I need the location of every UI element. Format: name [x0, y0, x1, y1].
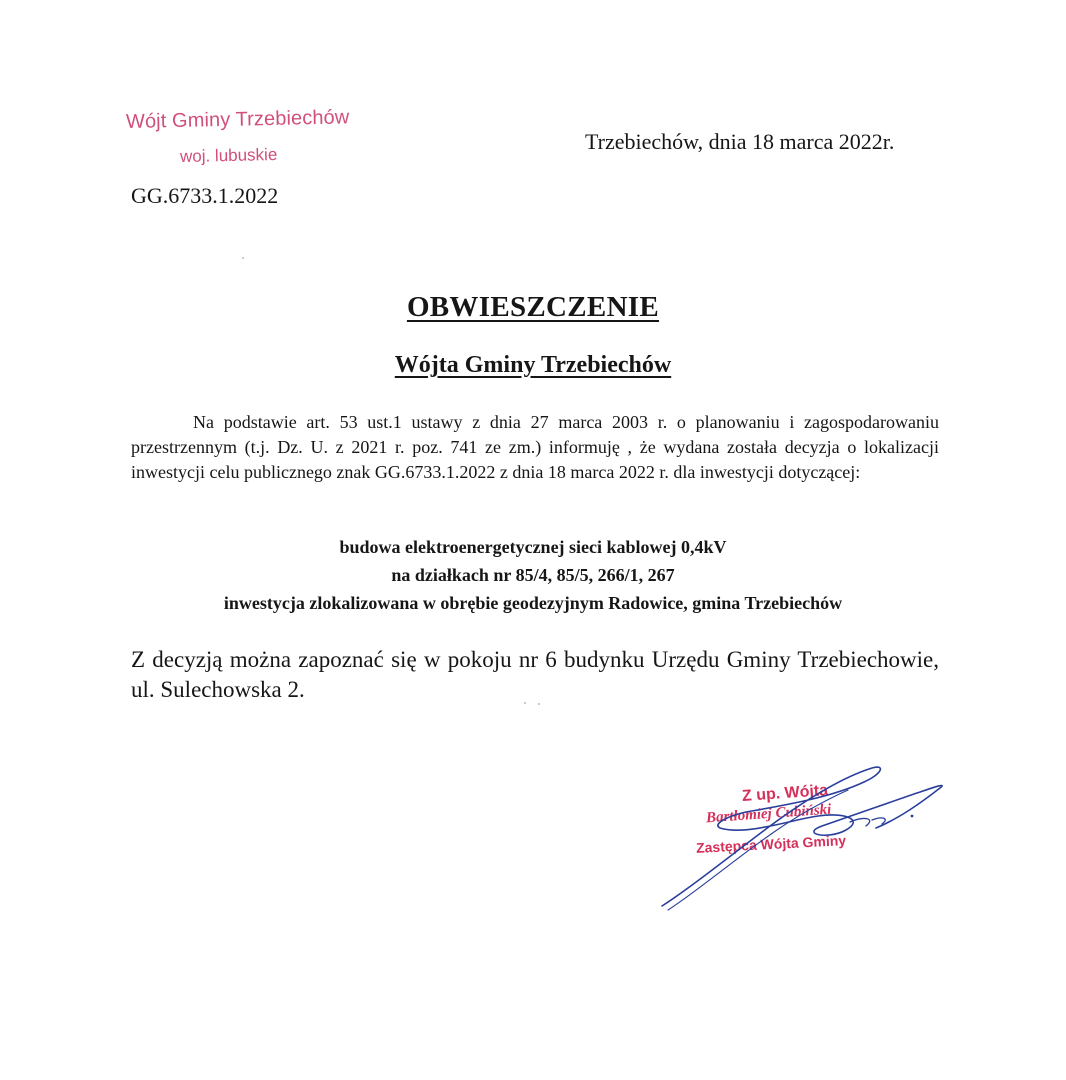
signature-block	[650, 760, 960, 920]
investment-line-2: na działkach nr 85/4, 85/5, 266/1, 267	[391, 565, 675, 585]
signature-stamp-role: Zastępca Wójta Gminy	[695, 832, 847, 856]
investment-line-1: budowa elektroenergetycznej sieci kablowej 0,4kV	[339, 537, 727, 557]
closing-paragraph: Z decyzją można zapoznać się w pokoju nr 6 budynku Urzędu Gminy Trzebiechowie, ul. Sulechowska 2.	[131, 647, 939, 702]
document-title: OBWIESZCZENIE	[406, 291, 660, 323]
scan-speck	[242, 257, 244, 259]
investment-description	[0, 533, 1066, 617]
scan-speck	[524, 702, 526, 704]
signature-stamp-authorization: Z up. Wójta	[741, 782, 829, 805]
signature-stamp-name: Bartłomiej Cubiński	[705, 801, 832, 827]
place-and-date: Trzebiechów, dnia 18 marca 2022r.	[585, 129, 895, 154]
investment-line-3: inwestycja zlokalizowana w obrębie geodezyjnym Radowice, gmina Trzebiechów	[223, 593, 843, 613]
case-number: GG.6733.1.2022	[131, 183, 279, 208]
document-subtitle: Wójta Gminy Trzebiechów	[394, 352, 672, 378]
handwritten-signature	[650, 760, 960, 920]
scan-speck	[538, 703, 540, 705]
office-stamp-region: woj. lubuskie	[179, 144, 278, 166]
body-paragraph: Na podstawie art. 53 ust.1 ustawy z dnia 27 marca 2003 r. o planowaniu i zagospodarowaniu przestrzennym (t.j. Dz. U. z 2021 r. poz. 741 ze zm.) informuję , że wydana została decyzja o lokalizacji inwestycji celu publicznego znak GG.6733.1.2022 z dnia 18 marca 2022 r. dla inwestycji dotyczącej:	[131, 412, 939, 482]
office-stamp-organization: Wójt Gminy Trzebiechów	[125, 106, 350, 133]
